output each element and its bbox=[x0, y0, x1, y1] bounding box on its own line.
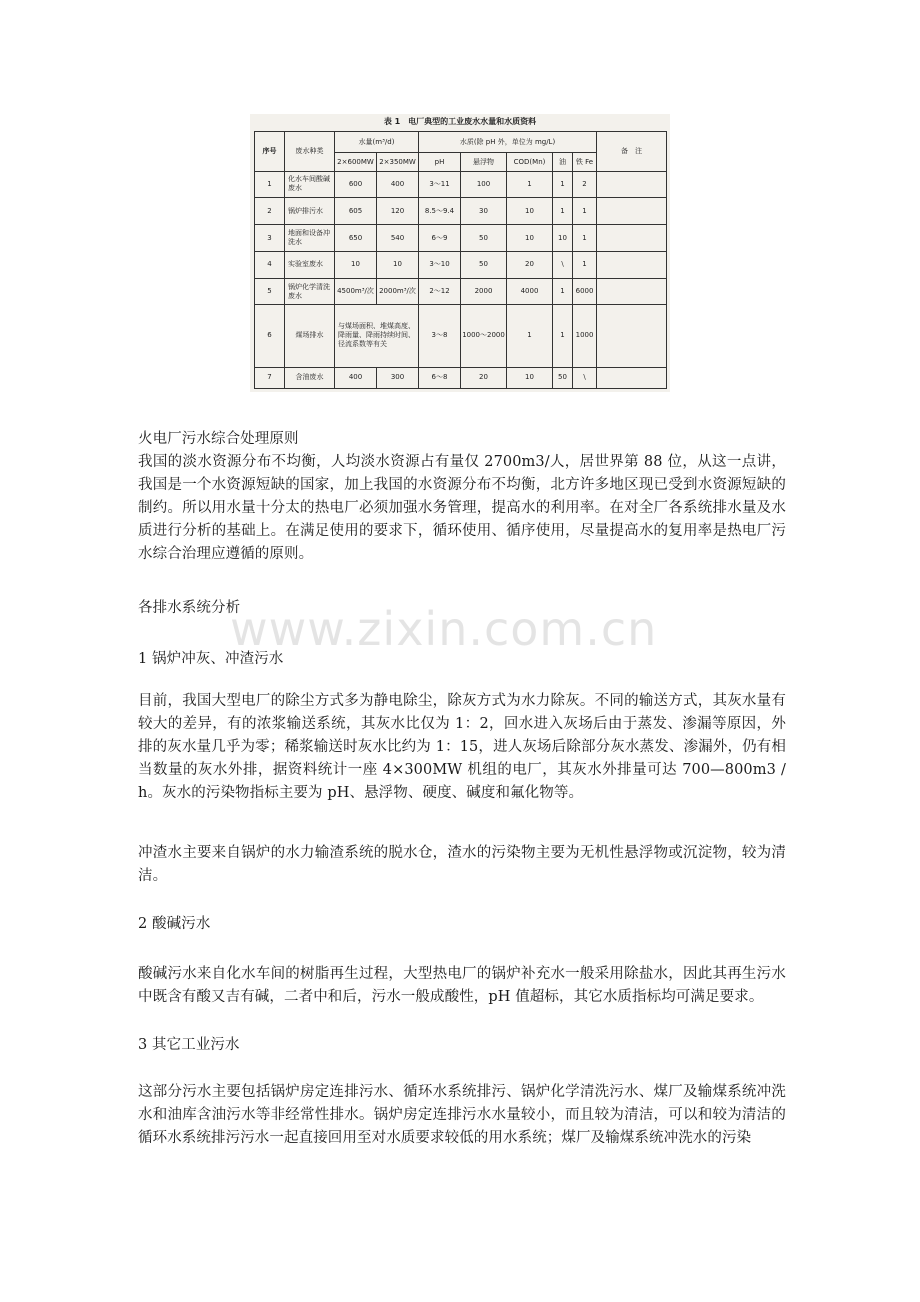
cell-fe: 6000 bbox=[573, 278, 597, 305]
table-row bbox=[255, 225, 667, 252]
cell-fe: 2 bbox=[573, 171, 597, 198]
cell-ss: 2000 bbox=[461, 278, 507, 305]
paragraph: 我国的淡水资源分布不均衡，人均淡水资源占有量仅 2700m3/人，居世界第 88 位，从这一点讲，我国是一个水资源短缺的国家，加上我国的水资源分布不均衡，北方许多地区现已受到水资源短缺的制约。所以用水量十分太的热电厂必须加强水务管理，提高水的利用率。在对全厂各系统排水量及水质进行分析的基础上。在满足使用的要求下，循环使用、循序使用，尽量提高水的复用率是热电厂污水综合治理应遵循的原则。 bbox=[138, 454, 786, 562]
table-figure bbox=[250, 114, 670, 392]
cell-ss: 100 bbox=[461, 171, 507, 198]
table-row bbox=[255, 171, 667, 198]
water-quality-table bbox=[254, 131, 667, 389]
cell-ph: 3～8 bbox=[419, 305, 461, 367]
table-row bbox=[255, 278, 667, 305]
cell-no: 7 bbox=[255, 367, 285, 388]
cell-ss: 30 bbox=[461, 198, 507, 225]
cell-oil: \ bbox=[553, 251, 573, 278]
cell-oil: 1 bbox=[553, 305, 573, 367]
cell-no: 5 bbox=[255, 278, 285, 305]
cell-ph: 8.5～9.4 bbox=[419, 198, 461, 225]
header-fe: 铁 Fe bbox=[573, 153, 597, 171]
header-vol-600: 2×600MW bbox=[335, 153, 377, 171]
cell-no: 2 bbox=[255, 198, 285, 225]
cell-v350: 540 bbox=[377, 225, 419, 252]
section-heading: 2 酸碱污水 bbox=[138, 916, 211, 932]
cell-remark bbox=[597, 251, 667, 278]
cell-type: 化水车间酸碱废水 bbox=[285, 171, 335, 198]
cell-type: 含油废水 bbox=[285, 367, 335, 388]
cell-cod: 10 bbox=[507, 198, 553, 225]
cell-ss: 20 bbox=[461, 367, 507, 388]
cell-v350: 300 bbox=[377, 367, 419, 388]
table-row bbox=[255, 305, 667, 367]
cell-ph: 6～9 bbox=[419, 225, 461, 252]
header-seq: 序号 bbox=[255, 132, 285, 172]
cell-cod: 10 bbox=[507, 225, 553, 252]
cell-type: 实验室废水 bbox=[285, 251, 335, 278]
header-ph: pH bbox=[419, 153, 461, 171]
cell-v600: 650 bbox=[335, 225, 377, 252]
cell-ss: 50 bbox=[461, 225, 507, 252]
section-heading: 3 其它工业污水 bbox=[138, 1037, 240, 1053]
paragraph: 这部分污水主要包括锅炉房定连排污水、循环水系统排污、锅炉化学清洗污水、煤厂及输煤系统冲洗水和油库含油污水等非经常性排水。锅炉房定连排污水水量较小，而且较为清洁，可以和较为清洁的循环水系统排污污水一起直接回用至对水质要求较低的用水系统；煤厂及输煤系统冲洗水的污染 bbox=[138, 1084, 786, 1146]
cell-volume-merged: 与煤场面积、堆煤高度、降雨量、降雨持续时间、径流系数等有关 bbox=[335, 305, 419, 367]
cell-remark bbox=[597, 367, 667, 388]
cell-ss: 50 bbox=[461, 251, 507, 278]
cell-type: 煤场排水 bbox=[285, 305, 335, 367]
cell-v600: 4500m³/次 bbox=[335, 278, 377, 305]
cell-v350: 400 bbox=[377, 171, 419, 198]
paragraph: 酸碱污水来自化水车间的树脂再生过程，大型热电厂的锅炉补充水一般采用除盐水，因此其再生污水中既含有酸又吉有碱，二者中和后，污水一般成酸性，pH 值超标，其它水质指标均可满足要求。 bbox=[138, 966, 786, 1005]
cell-ph: 3～10 bbox=[419, 251, 461, 278]
cell-cod: 10 bbox=[507, 367, 553, 388]
header-remark: 备 注 bbox=[597, 132, 667, 172]
section-heading: 1 锅炉冲灰、冲渣污水 bbox=[138, 651, 284, 667]
cell-fe: \ bbox=[573, 367, 597, 388]
cell-fe: 1 bbox=[573, 251, 597, 278]
cell-ph: 2～12 bbox=[419, 278, 461, 305]
cell-v600: 600 bbox=[335, 171, 377, 198]
cell-cod: 1 bbox=[507, 305, 553, 367]
cell-type: 锅炉化学清洗废水 bbox=[285, 278, 335, 305]
cell-v350: 2000m³/次 bbox=[377, 278, 419, 305]
cell-no: 4 bbox=[255, 251, 285, 278]
cell-oil: 1 bbox=[553, 278, 573, 305]
cell-type: 锅炉排污水 bbox=[285, 198, 335, 225]
cell-remark bbox=[597, 171, 667, 198]
cell-cod: 20 bbox=[507, 251, 553, 278]
cell-cod: 1 bbox=[507, 171, 553, 198]
table-row bbox=[255, 367, 667, 388]
table-row bbox=[255, 251, 667, 278]
cell-oil: 50 bbox=[553, 367, 573, 388]
section-title: 火电厂污水综合处理原则 bbox=[138, 431, 299, 447]
cell-ph: 3～11 bbox=[419, 171, 461, 198]
cell-remark bbox=[597, 225, 667, 252]
table-caption: 表 1 电厂典型的工业废水水量和水质资料 bbox=[383, 117, 537, 126]
cell-oil: 10 bbox=[553, 225, 573, 252]
cell-oil: 1 bbox=[553, 198, 573, 225]
cell-ph: 6～8 bbox=[419, 367, 461, 388]
cell-remark bbox=[597, 305, 667, 367]
cell-v350: 120 bbox=[377, 198, 419, 225]
cell-v600: 10 bbox=[335, 251, 377, 278]
cell-fe: 1000 bbox=[573, 305, 597, 367]
cell-type: 地面和设备冲洗水 bbox=[285, 225, 335, 252]
cell-remark bbox=[597, 198, 667, 225]
cell-remark bbox=[597, 278, 667, 305]
cell-v600: 400 bbox=[335, 367, 377, 388]
paragraph: 目前，我国大型电厂的除尘方式多为静电除尘，除灰方式为水力除灰。不同的输送方式，其灰水量有较大的差异，有的浓浆输送系统，其灰水比仅为 1：2，回水进入灰场后由于蒸发、渗漏等原因，外排的灰水量几乎为零；稀浆输送时灰水比约为 1：15，进人灰场后除部分灰水蒸发、渗漏外，仍有相当数量的灰水外排，据资料统计一座 4×300MW 机组的电厂，其灰水外排量可达 700—800m3 / h。灰水的污染物指标主要为 pH、悬浮物、硬度、碱度和氟化物等。 bbox=[138, 693, 786, 801]
cell-v350: 10 bbox=[377, 251, 419, 278]
header-water-quality: 水质(除 pH 外，单位为 mg/L) bbox=[419, 132, 597, 153]
cell-no: 3 bbox=[255, 225, 285, 252]
watermark: www.zixin.com.cn bbox=[230, 602, 658, 656]
table-row bbox=[255, 198, 667, 225]
cell-oil: 1 bbox=[553, 171, 573, 198]
cell-fe: 1 bbox=[573, 198, 597, 225]
cell-cod: 4000 bbox=[507, 278, 553, 305]
cell-ss: 1000～2000 bbox=[461, 305, 507, 367]
paragraph: 冲渣水主要来自锅炉的水力输渣系统的脱水仓，渣水的污染物主要为无机性悬浮物或沉淀物，较为清洁。 bbox=[138, 845, 786, 884]
cell-no: 6 bbox=[255, 305, 285, 367]
cell-no: 1 bbox=[255, 171, 285, 198]
header-water-volume: 水量(m³/d) bbox=[335, 132, 419, 153]
header-type: 废水种类 bbox=[285, 132, 335, 172]
header-oil: 油 bbox=[553, 153, 573, 171]
section-heading: 各排水系统分析 bbox=[138, 600, 241, 616]
cell-fe: 1 bbox=[573, 225, 597, 252]
header-ss: 悬浮物 bbox=[461, 153, 507, 171]
header-vol-350: 2×350MW bbox=[377, 153, 419, 171]
cell-v600: 605 bbox=[335, 198, 377, 225]
header-cod: COD(Mn) bbox=[507, 153, 553, 171]
